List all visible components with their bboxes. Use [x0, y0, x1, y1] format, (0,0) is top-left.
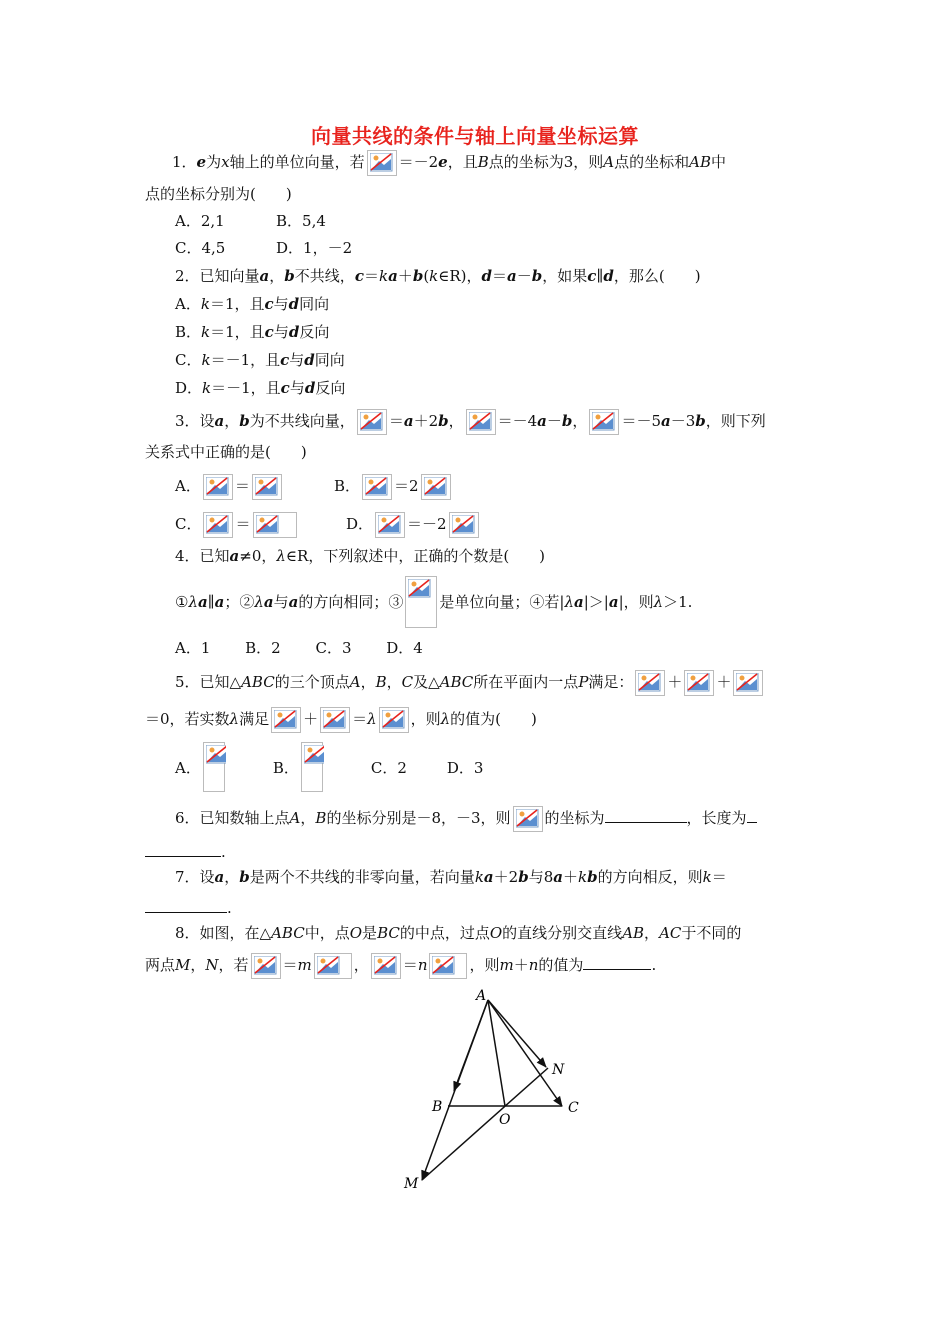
question-2-stem: 2．已知向量a，b不共线，c＝ka＋b(k∈R)，d＝a－b，如果c∥d，那么( ): [175, 267, 701, 285]
q2-option-b: B．k＝1，且c与d反向: [175, 323, 330, 341]
q4-options: A．1 B．2 C．3 D．4: [175, 639, 423, 657]
broken-image-icon: [429, 953, 467, 979]
broken-image-icon: [421, 474, 451, 500]
broken-image-icon: [203, 474, 233, 500]
q1-option-d: D．1，－2: [276, 239, 353, 257]
broken-image-icon: [271, 707, 301, 733]
broken-image-icon: [362, 474, 392, 500]
question-5-line-2: ＝0，若实数λ满足 ＋ ＝λ ，则λ的值为( ): [145, 707, 537, 733]
broken-image-icon: [375, 512, 405, 538]
question-8-line-1: 8．如图，在△ABC中，点O是BC的中点，过点O的直线分别交直线AB，AC于不同的: [175, 924, 742, 942]
broken-image-icon: [405, 576, 437, 628]
label-c: C: [568, 1100, 579, 1116]
broken-image-icon: [513, 806, 543, 832]
question-4-line-1: 4．已知a≠0，λ∈R，下列叙述中，正确的个数是( ): [175, 547, 546, 565]
broken-image-icon: [635, 670, 665, 696]
broken-image-icon: [203, 742, 225, 792]
segment-mn: [422, 1068, 548, 1180]
q3-option-b: B． ＝2: [334, 474, 453, 500]
question-1-line-1: 1．e为x轴上的单位向量，若 ＝－2e，且B点的坐标为3，则A点的坐标和AB中: [172, 150, 726, 176]
broken-image-icon: [203, 512, 233, 538]
q1-option-b: B．5,4: [276, 212, 326, 230]
question-8-line-2: 两点M，N，若 ＝m ， ＝n ，则m＋n的值为 .: [145, 953, 656, 979]
question-6-line-2: .: [145, 840, 226, 862]
page-title: 向量共线的条件与轴上向量坐标运算: [311, 124, 639, 148]
question-3-line-1: 3．设a，b为不共线向量， ＝a＋2b， ＝－4a－b， ＝－5a－3b，则下列: [175, 409, 766, 435]
triangle-figure: [396, 988, 596, 1198]
question-6-line-1: 6．已知数轴上点A，B的坐标分别是－8，－3，则 的坐标为 ，长度为: [175, 806, 757, 832]
answer-blank: [145, 896, 227, 913]
answer-blank: [747, 806, 757, 823]
q2-option-c: C．k＝－1，且c与d同向: [175, 351, 345, 369]
answer-blank: [583, 953, 651, 970]
q2-option-d: D．k＝－1，且c与d反向: [175, 379, 346, 397]
q3-option-d: D． ＝－2: [346, 512, 481, 538]
broken-image-icon: [371, 953, 401, 979]
broken-image-icon: [733, 670, 763, 696]
broken-image-icon: [357, 409, 387, 435]
broken-image-icon: [466, 409, 496, 435]
broken-image-icon: [301, 742, 323, 792]
q2-option-a: A．k＝1，且c与d同向: [175, 295, 330, 313]
question-1-line-2: 点的坐标分别为( ): [145, 185, 292, 203]
answer-blank: [145, 840, 221, 857]
question-7-line-1: 7．设a，b是两个不共线的非零向量，若向量ka＋2b与8a＋kb的方向相反，则k＝: [175, 868, 727, 886]
q1-option-a: A．2,1: [175, 212, 225, 230]
label-o: O: [499, 1112, 511, 1128]
question-7-line-2: .: [145, 896, 232, 918]
broken-image-icon: [449, 512, 479, 538]
label-a: A: [476, 988, 487, 1004]
broken-image-icon: [367, 150, 397, 176]
q5-options: A． B． C．2 D．3: [175, 742, 483, 794]
label-n: N: [552, 1062, 565, 1078]
broken-image-icon: [684, 670, 714, 696]
q3-option-a: A． ＝: [175, 474, 284, 500]
question-5-line-1: 5．已知△ABC的三个顶点A，B，C及△ABC所在平面内一点P满足： ＋ ＋: [175, 670, 765, 696]
broken-image-icon: [589, 409, 619, 435]
q1-option-c: C．4,5: [175, 239, 226, 257]
broken-image-icon: [379, 707, 409, 733]
question-4-line-2: ①λa∥a；②λa与a的方向相同；③ 是单位向量；④若|λa|＞|a|，则λ＞1.: [175, 576, 692, 628]
answer-blank: [605, 806, 687, 823]
broken-image-icon: [251, 953, 281, 979]
broken-image-icon: [252, 474, 282, 500]
label-m: M: [404, 1176, 419, 1192]
broken-image-icon: [314, 953, 352, 979]
q3-option-c: C． ＝: [175, 512, 299, 538]
question-3-line-2: 关系式中正确的是( ): [145, 443, 307, 461]
label-b: B: [432, 1099, 443, 1115]
broken-image-icon: [253, 512, 297, 538]
broken-image-icon: [320, 707, 350, 733]
vector-ab: [454, 1000, 488, 1091]
vector-ac: [488, 1000, 562, 1106]
